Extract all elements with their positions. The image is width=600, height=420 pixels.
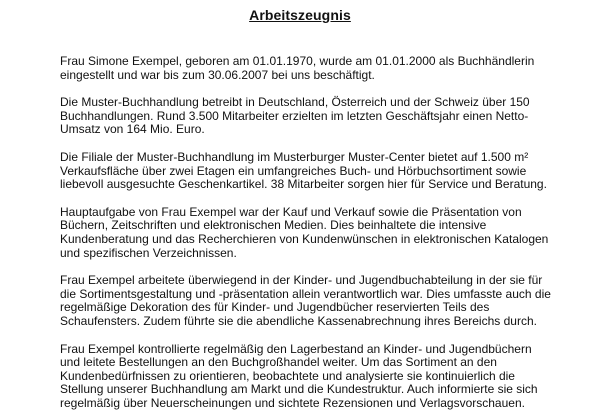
text-line: Frau Exempel kontrollierte regelmäßig den Lagerbestand an Kinder- und Jugendbüchern [60,341,532,356]
text-line: Die Filiale der Muster-Buchhandlung im Musterburger Muster-Center bietet auf 1.500 m² [60,149,529,164]
text-line: die Sortimentsgestaltung und -präsentation allein verantwortlich war. Dies umfasste auch die [60,286,551,301]
text-line: und spezifischen Verzeichnissen. [60,245,237,260]
text-line: Stellung unserer Buchhandlung am Markt und die Kundestruktur. Auch informierte sie sich [60,382,538,397]
text-line: eingestellt und war bis zum 30.06.2007 bei uns beschäftigt. [60,67,375,82]
text-line: regelmäßige Dekoration des für Kinder- und Jugendbücher reservierten Teils des [60,300,490,315]
text-line: Buchhandlungen. Rund 3.500 Mitarbeiter erzielten im letzten Geschäftsjahr einen Netto- [60,108,529,123]
text-line: Kundenberatung und das Recherchieren von Kundenwünschen in elektronischen Katalogen [60,231,549,246]
text-line: Schaufensters. Zudem führte sie die abendliche Kassenabrechnung ihres Bereichs durch. [60,313,537,328]
paragraph-main-duties [60,206,570,260]
document-body [60,55,570,420]
text-line: Kundenbedürfnissen zu orientieren, beobachtete und analysierte sie kontinuierlich die [60,368,515,383]
text-line: Umsatz von 164 Mio. Euro. [60,122,205,137]
paragraph-childrens-department [60,274,570,328]
document-title: Arbeitszeugnis [249,7,351,23]
text-line: liebevoll ausgesuchte Geschenkartikel. 38 Mitarbeiter sorgen hier für Service und Beratung. [60,177,547,192]
paragraph-branch [60,151,570,192]
text-line: Die Muster-Buchhandlung betreibt in Deutschland, Österreich und der Schweiz über 150 [60,95,530,110]
text-line: Verkaufsfläche über zwei Etagen ein umfangreiches Buch- und Hörbuchsortiment sowie [60,163,527,178]
text-line: Büchern, Zeitschriften und elektronischen Medien. Dies beinhaltete die intensive [60,218,487,233]
text-line: Hauptaufgabe von Frau Exempel war der Kauf und Verkauf sowie die Präsentation von [60,204,522,219]
text-line: Frau Simone Exempel, geboren am 01.01.1970, wurde am 01.01.2000 als Buchhändlerin [60,54,535,68]
text-line: Frau Exempel arbeitete überwiegend in der Kinder- und Jugendbuchabteilung in der sie für [60,273,543,288]
text-line: regelmäßig über Neuerscheinungen und sichtete Rezensionen und Verlagsvorschauen. [60,395,525,410]
text-line: und leitete Bestellungen an den Buchgroßhandel weiter. Um das Sortiment an den [60,355,497,370]
paragraph-company [60,96,570,137]
paragraph-inventory [60,343,570,411]
paragraph-employment [60,55,570,82]
